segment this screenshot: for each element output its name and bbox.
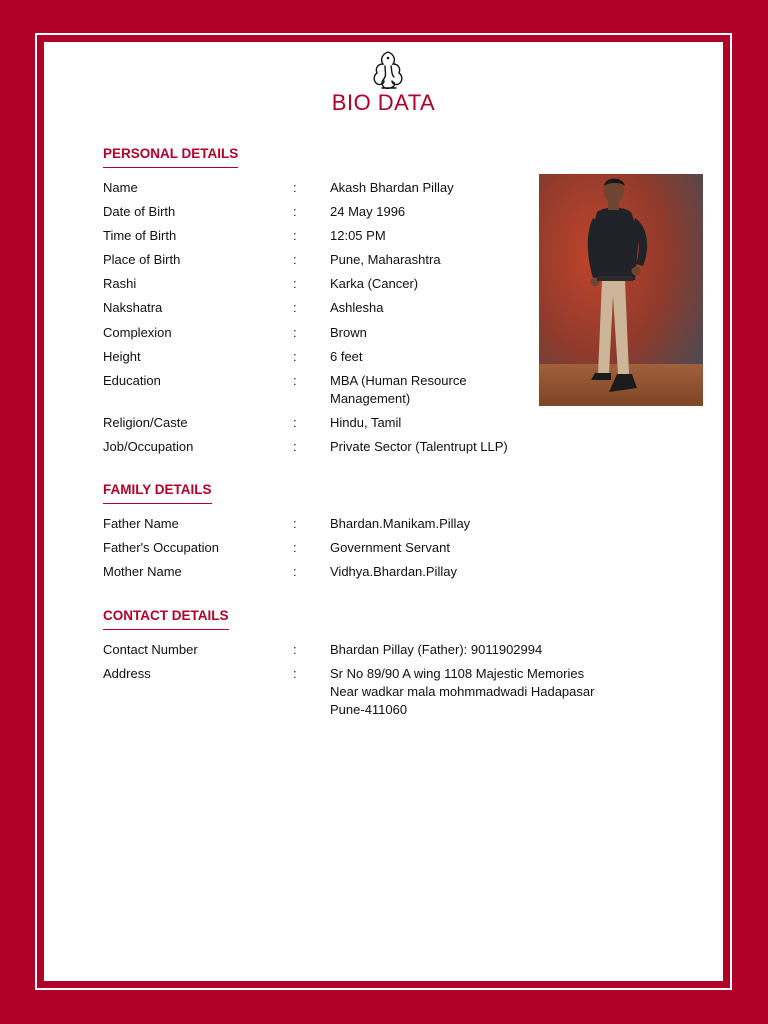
row-label: Complexion [103, 325, 172, 340]
row-label: Education [103, 373, 161, 388]
row-value: Bhardan.Manikam.Pillay [330, 516, 471, 531]
row-separator: : [293, 564, 297, 579]
contact-details-heading: CONTACT DETAILS [103, 608, 229, 630]
row-separator: : [293, 204, 297, 219]
ganesha-icon [368, 48, 408, 94]
row-value: Akash Bhardan Pillay [330, 180, 454, 195]
row-value: 12:05 PM [330, 228, 386, 243]
row-separator: : [293, 300, 297, 315]
row-value: Karka (Cancer) [330, 276, 419, 291]
row-value: Bhardan Pillay (Father): 9011902994 [330, 642, 543, 657]
row-label: Contact Number [103, 642, 198, 657]
row-label: Job/Occupation [103, 439, 194, 454]
row-separator: : [293, 349, 297, 364]
row-label: Name [103, 180, 138, 195]
row-value: Brown [330, 325, 367, 340]
row-value: Sr No 89/90 A wing 1108 Majestic Memories Near wadkar mala mohmmadwadi Hadapasar Pune-411060 [330, 666, 595, 717]
document-title: BIO DATA [331, 90, 436, 115]
row-label: Father Name [103, 516, 179, 531]
row-value: Vidhya.Bhardan.Pillay [330, 564, 457, 579]
row-label: Date of Birth [103, 204, 176, 219]
row-value: Pune, Maharashtra [330, 252, 441, 267]
row-value: 24 May 1996 [330, 204, 406, 219]
row-separator: : [293, 540, 297, 555]
row-value: 6 feet [330, 349, 363, 364]
document-page [44, 42, 723, 981]
row-label: Religion/Caste [103, 415, 188, 430]
row-separator: : [293, 373, 297, 388]
row-separator: : [293, 439, 297, 454]
row-label: Mother Name [103, 564, 182, 579]
family-details-heading: FAMILY DETAILS [103, 482, 212, 504]
row-label: Time of Birth [103, 228, 177, 243]
row-separator: : [293, 516, 297, 531]
row-separator: : [293, 666, 297, 681]
row-separator: : [293, 180, 297, 195]
row-separator: : [293, 642, 297, 657]
row-value: Government Servant [330, 540, 450, 555]
row-value: Private Sector (Talentrupt LLP) [330, 439, 508, 454]
row-label: Place of Birth [103, 252, 181, 267]
row-label: Nakshatra [103, 300, 163, 315]
row-separator: : [293, 325, 297, 340]
row-separator: : [293, 276, 297, 291]
row-label: Father's Occupation [103, 540, 219, 555]
row-separator: : [293, 415, 297, 430]
row-value: MBA (Human Resource Management) [330, 373, 467, 406]
row-separator: : [293, 252, 297, 267]
row-separator: : [293, 228, 297, 243]
row-label: Address [103, 666, 151, 681]
profile-photo [539, 174, 703, 406]
row-value: Ashlesha [330, 300, 384, 315]
row-value: Hindu, Tamil [330, 415, 402, 430]
page-border [35, 33, 732, 990]
personal-details-heading: PERSONAL DETAILS [103, 146, 238, 168]
row-label: Height [103, 349, 141, 364]
row-label: Rashi [103, 276, 137, 291]
